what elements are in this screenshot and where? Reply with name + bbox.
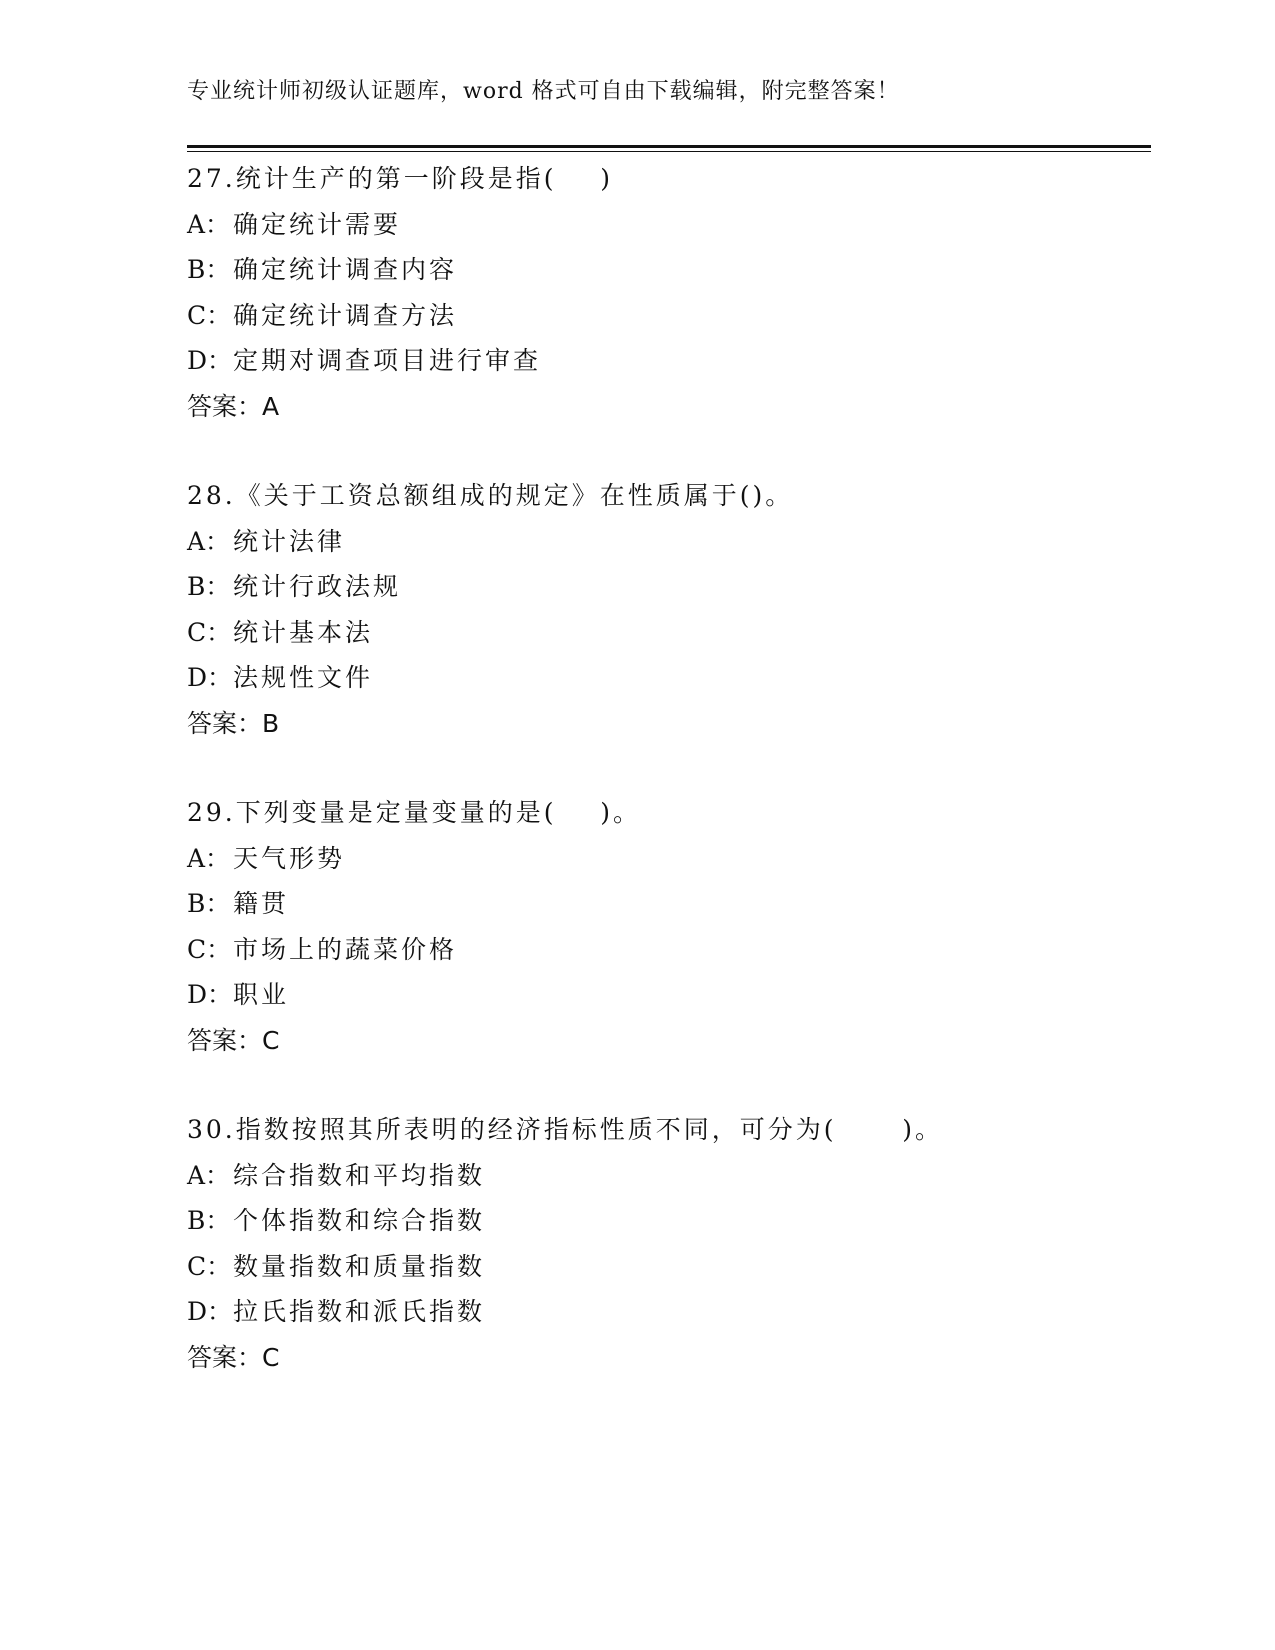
option-text: 职业 bbox=[233, 980, 290, 1009]
option-text: 数量指数和质量指数 bbox=[233, 1251, 486, 1281]
option-c bbox=[187, 927, 1147, 973]
option-a bbox=[187, 1153, 1147, 1199]
answer-line: 答案：A bbox=[187, 391, 280, 421]
question-stem: 29.下列变量是定量变量的是( )。 bbox=[187, 798, 642, 827]
answer-line: 答案：B bbox=[187, 708, 280, 738]
option-key: D： bbox=[187, 980, 233, 1009]
option-key: A： bbox=[187, 209, 231, 239]
question-stem: 28.《关于工资总额组成的规定》在性质属于()。 bbox=[187, 481, 794, 510]
option-key: D： bbox=[187, 1297, 233, 1326]
question-list bbox=[187, 156, 1147, 1424]
option-key: B： bbox=[187, 255, 231, 284]
option-a bbox=[187, 836, 1147, 882]
option-text: 法规性文件 bbox=[233, 663, 374, 692]
option-key: D： bbox=[187, 663, 233, 692]
option-b bbox=[187, 1198, 1147, 1244]
option-d bbox=[187, 338, 1147, 384]
option-key: B： bbox=[187, 1206, 231, 1235]
answer-line: 答案：C bbox=[187, 1342, 280, 1372]
option-c bbox=[187, 1244, 1147, 1290]
option-c bbox=[187, 610, 1147, 656]
option-text: 市场上的蔬菜价格 bbox=[233, 934, 458, 964]
document-header: 专业统计师初级认证题库，word 格式可自由下载编辑，附完整答案！ bbox=[187, 79, 900, 104]
option-key: C： bbox=[187, 617, 232, 647]
option-text: 统计基本法 bbox=[233, 617, 374, 647]
option-key: A： bbox=[187, 1160, 231, 1190]
option-text: 定期对调查项目进行审查 bbox=[233, 346, 542, 375]
option-key: B： bbox=[187, 889, 231, 918]
option-key: C： bbox=[187, 1251, 232, 1281]
option-text: 拉氏指数和派氏指数 bbox=[233, 1297, 486, 1326]
option-text: 确定统计调查内容 bbox=[233, 255, 458, 284]
option-b bbox=[187, 247, 1147, 293]
question-29 bbox=[187, 790, 1147, 1063]
option-text: 确定统计需要 bbox=[233, 209, 402, 239]
option-a bbox=[187, 519, 1147, 565]
option-key: D： bbox=[187, 346, 233, 375]
option-d bbox=[187, 1289, 1147, 1335]
option-text: 统计行政法规 bbox=[233, 572, 402, 601]
option-text: 统计法律 bbox=[233, 526, 346, 556]
option-b bbox=[187, 881, 1147, 927]
option-d bbox=[187, 972, 1147, 1018]
option-key: B： bbox=[187, 572, 231, 601]
option-a bbox=[187, 202, 1147, 248]
header-divider-thin bbox=[187, 151, 1151, 152]
question-27 bbox=[187, 156, 1147, 429]
option-key: A： bbox=[187, 843, 231, 873]
option-c bbox=[187, 293, 1147, 339]
header-divider-thick bbox=[187, 145, 1151, 148]
option-key: C： bbox=[187, 934, 232, 964]
answer-line: 答案：C bbox=[187, 1025, 280, 1055]
option-text: 天气形势 bbox=[233, 843, 346, 873]
question-stem: 27.统计生产的第一阶段是指( ) bbox=[187, 164, 614, 193]
option-text: 确定统计调查方法 bbox=[233, 300, 458, 330]
question-30 bbox=[187, 1107, 1147, 1380]
option-text: 综合指数和平均指数 bbox=[233, 1160, 486, 1190]
option-key: A： bbox=[187, 526, 231, 556]
option-key: C： bbox=[187, 300, 232, 330]
question-stem: 30.指数按照其所表明的经济指标性质不同，可分为( )。 bbox=[187, 1115, 943, 1144]
option-d bbox=[187, 655, 1147, 701]
option-text: 个体指数和综合指数 bbox=[233, 1206, 486, 1235]
option-b bbox=[187, 564, 1147, 610]
option-text: 籍贯 bbox=[233, 889, 290, 918]
question-28 bbox=[187, 473, 1147, 746]
